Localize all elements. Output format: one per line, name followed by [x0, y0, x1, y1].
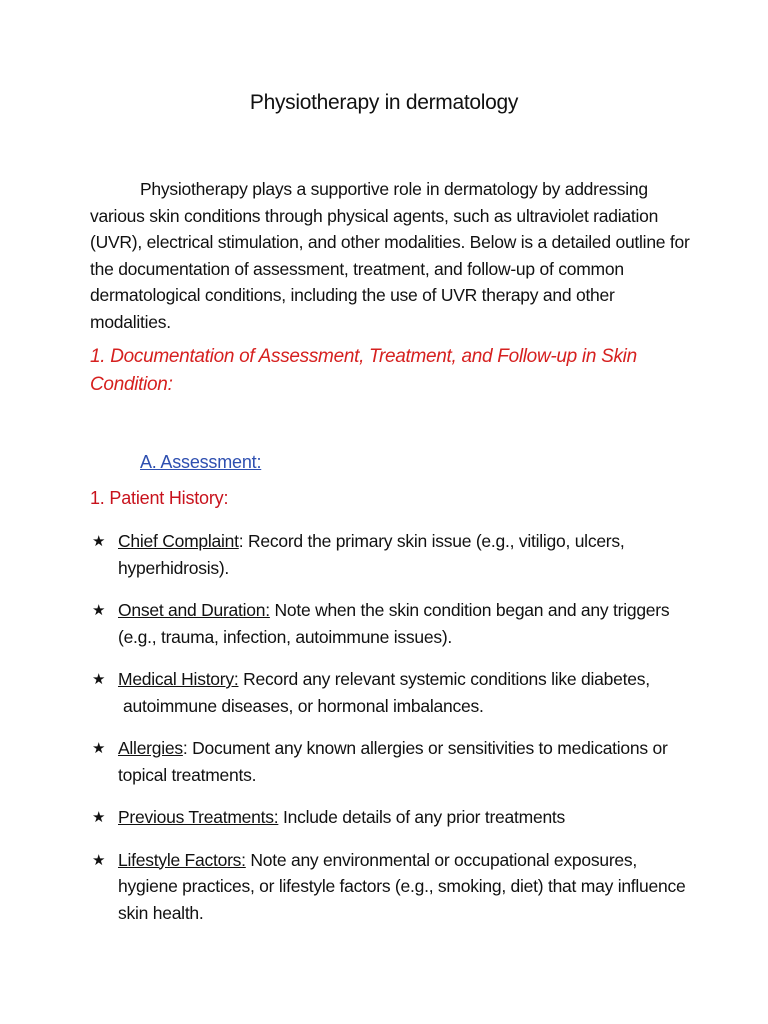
- star-icon: ★: [92, 739, 106, 757]
- list-item-chief-complaint: [90, 528, 690, 581]
- intro-paragraph: Physiotherapy plays a supportive role in dermatology by addressing various skin conditions through physical agents, such as ultraviolet radiation (UVR), electrical stimulation, and other modalities. Below is a detailed outline for the documentation of assessment, treatment, and follow-up of common dermatological conditions, including the use of UVR therapy and other modalities.: [90, 179, 690, 332]
- list-item-medical-history: [90, 666, 690, 719]
- bullet-separator: :: [182, 738, 188, 758]
- bullet-text: Include details of any prior treatments: [278, 807, 566, 827]
- bullet-separator: :: [238, 531, 244, 551]
- list-item-previous-treatments: [90, 804, 690, 831]
- bullet-term: Onset and Duration:: [118, 600, 270, 620]
- star-icon: ★: [92, 532, 106, 550]
- bullet-term: Chief Complaint: [118, 531, 239, 551]
- bullet-term: Lifestyle Factors:: [118, 849, 246, 870]
- star-icon: ★: [92, 850, 106, 869]
- patient-history-heading: 1. Patient History:: [90, 488, 229, 508]
- star-icon: ★: [92, 808, 106, 826]
- bullet-term: Previous Treatments:: [118, 807, 279, 827]
- star-icon: ★: [92, 601, 106, 619]
- bullet-text: Record any relevant systemic conditions like diabetes,: [238, 669, 650, 689]
- bullet-term: Medical History:: [118, 669, 239, 689]
- bullet-text-continuation: autoimmune diseases, or hormonal imbalances.: [123, 695, 484, 716]
- star-icon: ★: [92, 670, 106, 688]
- bullet-text: Record the primary skin issue (e.g., vitiligo, ulcers, hyperhidrosis).: [118, 531, 625, 578]
- patient-history-list: [90, 528, 690, 942]
- assessment-subheading: A. Assessment:: [140, 452, 262, 472]
- bullet-text: Note when the skin condition began and any triggers (e.g., trauma, infection, autoimmune issues).: [118, 600, 670, 647]
- section-heading: 1. Documentation of Assessment, Treatment, and Follow-up in Skin Condition:: [90, 346, 637, 395]
- list-item-lifestyle-factors: [90, 847, 690, 927]
- bullet-text: Note any environmental or occupational exposures, hygiene practices, or lifestyle factors (e.g., smoking, diet) that may influence skin health.: [118, 849, 686, 923]
- list-item-allergies: [90, 735, 690, 788]
- list-item-onset-duration: [90, 597, 690, 650]
- document-title: Physiotherapy in dermatology: [249, 91, 519, 114]
- bullet-text: Document any known allergies or sensitivities to medications or topical treatments.: [118, 738, 668, 785]
- bullet-term: Allergies: [118, 738, 183, 758]
